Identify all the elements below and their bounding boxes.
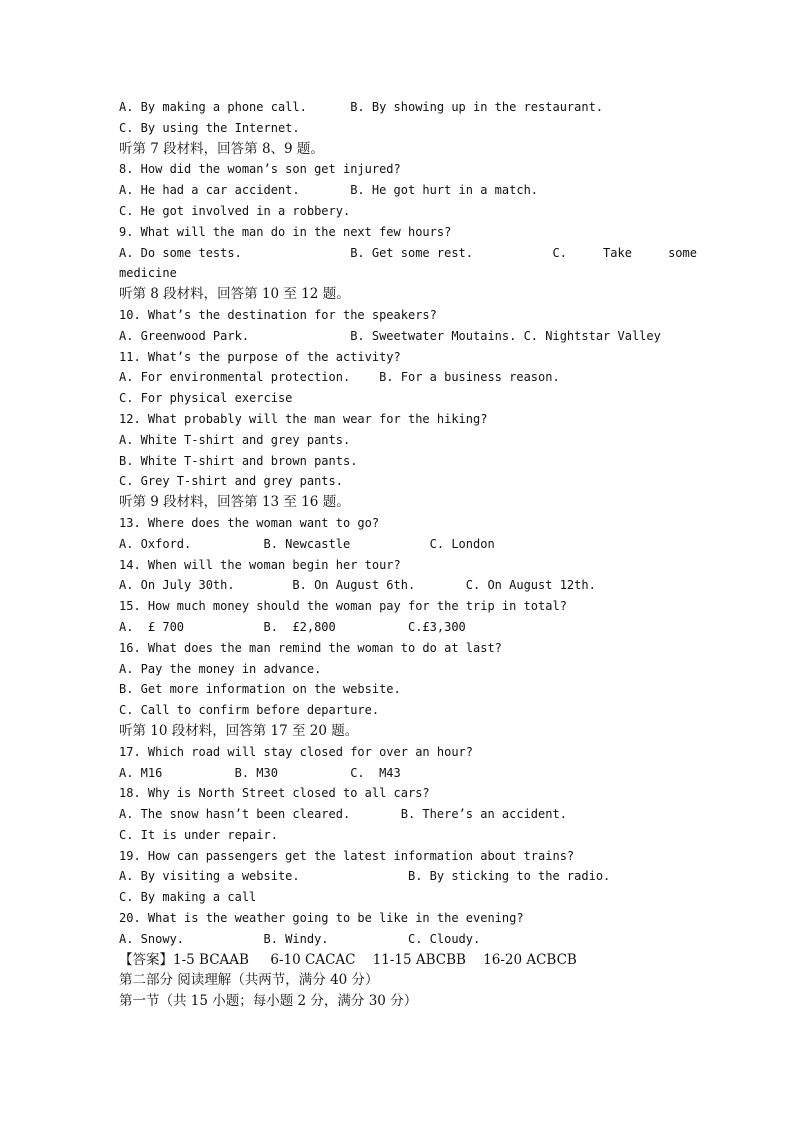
text-line: A. He had a car accident. B. He got hurt in a match.	[119, 183, 539, 198]
text-line: C. He got involved in a robbery.	[119, 203, 351, 218]
text-line: 11. What’s the purpose of the activity?	[119, 349, 401, 364]
text-line: C. For physical exercise	[119, 391, 293, 406]
section-heading: 听第 7 段材料，回答第 8、9 题。	[119, 140, 324, 157]
text-line: 18. Why is North Street closed to all cars?	[119, 786, 430, 801]
answer-key: 【答案】1-5 BCAAB 6-10 CACAC 11-15 ABCBB 16-20 ACBCB	[119, 951, 577, 968]
text-line: A. On July 30th. B. On August 6th. C. On August 12th.	[119, 578, 596, 593]
text-line: 17. Which road will stay closed for over an hour?	[119, 744, 474, 759]
text-line: 13. Where does the woman want to go?	[119, 515, 380, 530]
text-line: A. Greenwood Park. B. Sweetwater Moutains. C. Nightstar Valley	[119, 328, 661, 343]
text-line: A. White T-shirt and grey pants.	[119, 432, 351, 447]
text-line: A. Oxford. B. Newcastle C. London	[119, 536, 495, 551]
text-line: A. The snow hasn’t been cleared. B. There’s an accident.	[119, 807, 567, 822]
text-line: 15. How much money should the woman pay for the trip in total?	[119, 599, 567, 614]
text-line: 20. What is the weather going to be like in the evening?	[119, 911, 524, 926]
text-line: C. Grey T-shirt and grey pants.	[119, 474, 343, 489]
text-line: 16. What does the man remind the woman to do at last?	[119, 640, 502, 655]
text-line: C. By making a call	[119, 890, 257, 905]
section-heading: 听第 8 段材料，回答第 10 至 12 题。	[119, 286, 350, 303]
text-line: C. Call to confirm before departure.	[119, 703, 380, 718]
text-line: C. It is under repair.	[119, 827, 278, 842]
text-line: B. White T-shirt and brown pants.	[119, 453, 358, 468]
text-line: 14. When will the woman begin her tour?	[119, 557, 401, 572]
section-heading: 听第 9 段材料，回答第 13 至 16 题。	[119, 494, 350, 511]
text-line: medicine	[119, 266, 177, 281]
text-line: 8. How did the woman’s son get injured?	[119, 162, 401, 177]
text-line: 9. What will the man do in the next few hours?	[119, 224, 452, 239]
text-line: 19. How can passengers get the latest information about trains?	[119, 848, 575, 863]
text-line: 10. What’s the destination for the speakers?	[119, 307, 437, 322]
text-line: A. M16 B. M30 C. M43	[119, 765, 401, 780]
document-body	[119, 97, 697, 1012]
text-line: A. Do some tests. B. Get some rest. C. Take some	[119, 245, 697, 260]
section-heading: 听第 10 段材料，回答第 17 至 20 题。	[119, 722, 359, 739]
text-line: 12. What probably will the man wear for the hiking?	[119, 411, 488, 426]
section-heading: 第一节（共 15 小题；每小题 2 分，满分 30 分）	[119, 993, 418, 1010]
text-line: A. Pay the money in advance.	[119, 661, 322, 676]
text-line: B. Get more information on the website.	[119, 682, 401, 697]
section-heading: 第二部分 阅读理解（共两节，满分 40 分）	[119, 972, 379, 989]
text-line: A. By visiting a website. B. By sticking to the radio.	[119, 869, 611, 884]
text-line: A. Snowy. B. Windy. C. Cloudy.	[119, 931, 481, 946]
text-line: A. £ 700 B. £2,800 C.£3,300	[119, 619, 466, 634]
text-line: C. By using the Internet.	[119, 120, 300, 135]
text-line: A. By making a phone call. B. By showing up in the restaurant.	[119, 100, 604, 114]
text-line: A. For environmental protection. B. For a business reason.	[119, 370, 560, 385]
